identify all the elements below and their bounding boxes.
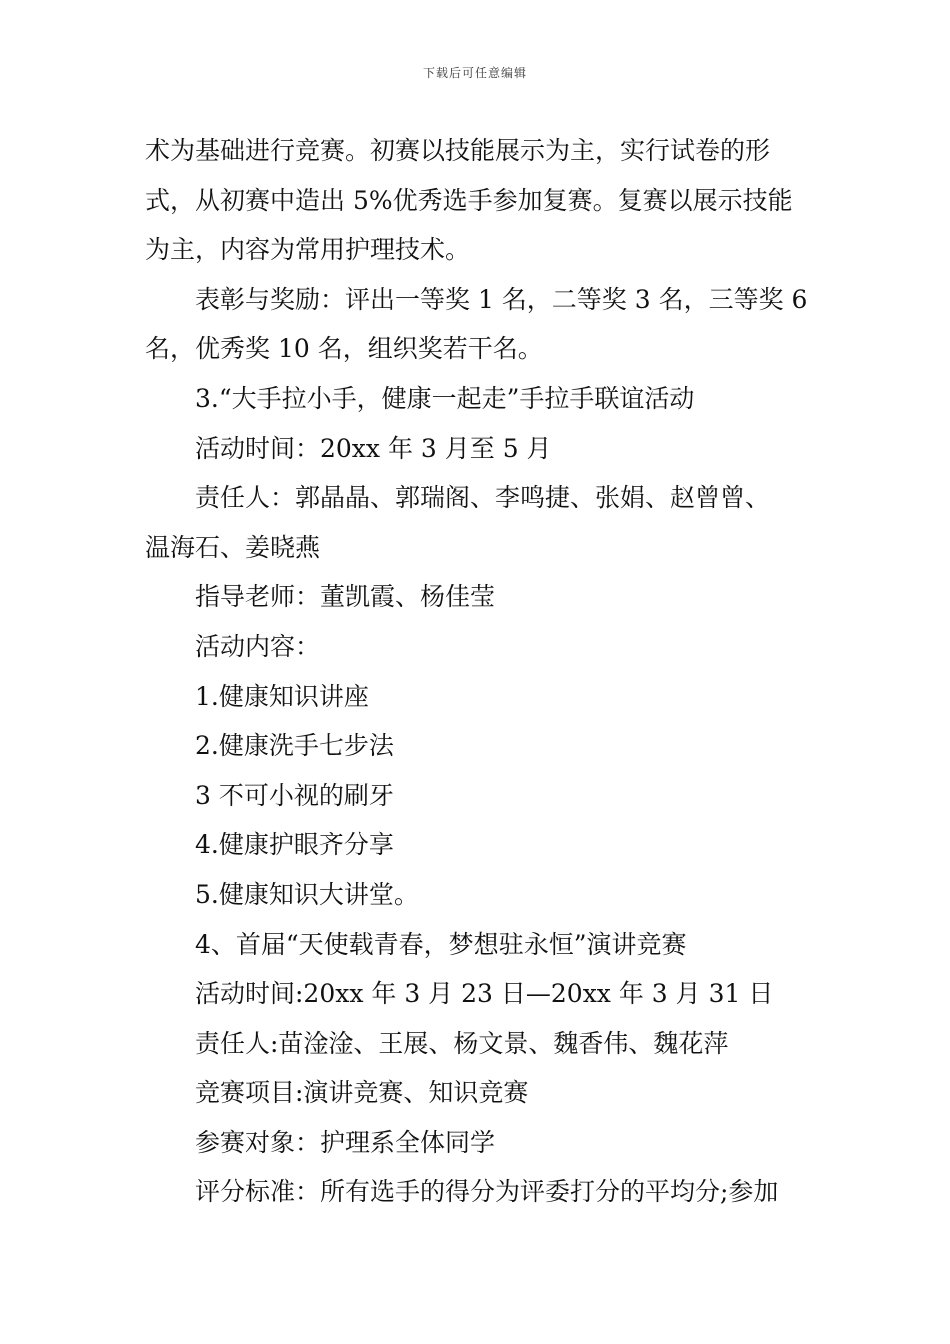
- document-body: [145, 126, 810, 1217]
- paragraph-line: 式，从初赛中造出 5%优秀选手参加复赛。复赛以展示技能: [145, 185, 793, 215]
- paragraph-line: 表彰与奖励：评出一等奖 1 名，二等奖 3 名，三等奖 6: [195, 284, 808, 314]
- list-item: 4.健康护眼齐分享: [195, 830, 394, 860]
- activity-time: 活动时间:20xx 年 3 月 23 日—20xx 年 3 月 31 日: [195, 979, 774, 1009]
- advisors: 指导老师：董凯霞、杨佳莹: [195, 582, 496, 612]
- list-item: 1.健康知识讲座: [195, 681, 369, 711]
- list-item: 5.健康知识大讲堂。: [195, 879, 419, 909]
- activity-content-label: 活动内容：: [195, 631, 321, 661]
- responsible-persons: 责任人:苗淦淦、王展、杨文景、魏香伟、魏花萍: [195, 1028, 729, 1058]
- competition-items: 竞赛项目:演讲竞赛、知识竞赛: [195, 1078, 529, 1108]
- section-heading: 4、首届“天使载青春，梦想驻永恒”演讲竞赛: [195, 929, 687, 959]
- paragraph-line: 温海石、姜晓燕: [145, 532, 321, 562]
- paragraph-line: 为主，内容为常用护理技术。: [145, 235, 471, 265]
- section-heading: 3.“大手拉小手，健康一起走”手拉手联谊活动: [195, 383, 695, 413]
- paragraph-line: 术为基础进行竞赛。初赛以技能展示为主，实行试卷的形: [145, 136, 771, 165]
- list-item: 3 不可小视的刷牙: [195, 780, 394, 810]
- activity-time: 活动时间：20xx 年 3 月至 5 月: [195, 433, 552, 463]
- page-header: 下载后可任意编辑: [422, 66, 527, 80]
- paragraph-line: 名，优秀奖 10 名，组织奖若干名。: [145, 334, 543, 364]
- participants: 参赛对象：护理系全体同学: [195, 1127, 496, 1157]
- responsible-persons: 责任人：郭晶晶、郭瑞阁、李鸣捷、张娟、赵曾曾、: [195, 483, 771, 513]
- scoring-criteria: 评分标准：所有选手的得分为评委打分的平均分;参加: [195, 1177, 779, 1207]
- list-item: 2.健康洗手七步法: [195, 731, 394, 761]
